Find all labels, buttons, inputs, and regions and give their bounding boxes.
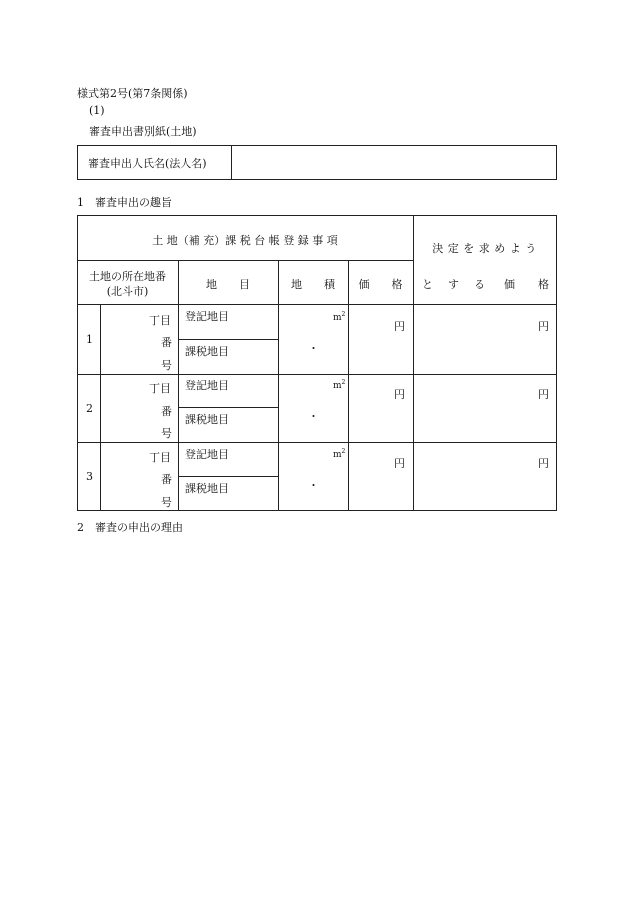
label-registered: 登記地目	[185, 379, 229, 392]
col-price: 価 格	[358, 278, 403, 291]
unit-ban: 番	[161, 405, 172, 418]
label-taxed: 課税地目	[185, 482, 229, 495]
area-unit: $m^2$	[333, 379, 346, 391]
decimal-dot: ・	[308, 410, 319, 423]
document-page: 様式第2号(第7条関係) (1) 審査申出書別紙(土地) 審査申出人氏名(法人名) 1 審査申出の趣旨 土 地（補 充）課 税 台 帳 登 録 事 項 決 定 を 求 め よ う と す る 価 格 土地の所在地番 (北斗市) 地 目 地 積 価 格 1 丁目 番 号 登記地目 課税地目 $m^2$ ・ 円 円 2 丁目 番 号 登記地目 課税地目 $m^2$ ・ 円 円 3 丁目 番 号 登記地目 課税地目 $m^2$ ・ 円 円 2 審査の申出の理由	[0, 0, 630, 915]
yen-price: 円	[394, 457, 405, 470]
applicant-label: 審査申出人氏名(法人名)	[88, 157, 207, 170]
decimal-dot: ・	[308, 342, 319, 355]
col-location-line2: (北斗市)	[106, 285, 149, 298]
unit-go: 号	[161, 496, 172, 509]
desired-header-line1: 決 定 を 求 め よ う	[432, 242, 537, 255]
unit-go: 号	[161, 359, 172, 372]
row-number: 1	[86, 333, 93, 346]
unit-chome: 丁目	[149, 382, 171, 395]
form-number: 様式第2号(第7条関係)	[77, 87, 188, 100]
col-area: 地 積	[291, 278, 335, 291]
form-subnumber: (1)	[89, 104, 105, 117]
label-registered: 登記地目	[185, 448, 229, 461]
yen-desired: 円	[538, 457, 549, 470]
yen-price: 円	[394, 388, 405, 401]
row-number: 2	[86, 402, 93, 415]
label-taxed: 課税地目	[185, 413, 229, 426]
unit-ban: 番	[161, 336, 172, 349]
label-registered: 登記地目	[185, 310, 229, 323]
applicant-name-field[interactable]	[232, 146, 556, 179]
label-taxed: 課税地目	[185, 345, 229, 358]
col-location-line1: 土地の所在地番	[89, 270, 166, 283]
unit-chome: 丁目	[149, 451, 171, 464]
registry-header: 土 地（補 充）課 税 台 帳 登 録 事 項	[152, 234, 338, 247]
section2-heading: 2 審査の申出の理由	[77, 521, 183, 534]
form-title: 審査申出書別紙(土地)	[89, 125, 197, 138]
area-unit: $m^2$	[333, 448, 346, 460]
decimal-dot: ・	[308, 479, 319, 492]
col-category: 地 目	[206, 278, 250, 291]
unit-ban: 番	[161, 473, 172, 486]
unit-chome: 丁目	[149, 314, 171, 327]
row-number: 3	[86, 470, 93, 483]
yen-desired: 円	[538, 320, 549, 333]
unit-go: 号	[161, 427, 172, 440]
yen-price: 円	[394, 320, 405, 333]
yen-desired: 円	[538, 388, 549, 401]
section1-heading: 1 審査申出の趣旨	[77, 196, 172, 209]
area-unit: $m^2$	[333, 311, 346, 323]
